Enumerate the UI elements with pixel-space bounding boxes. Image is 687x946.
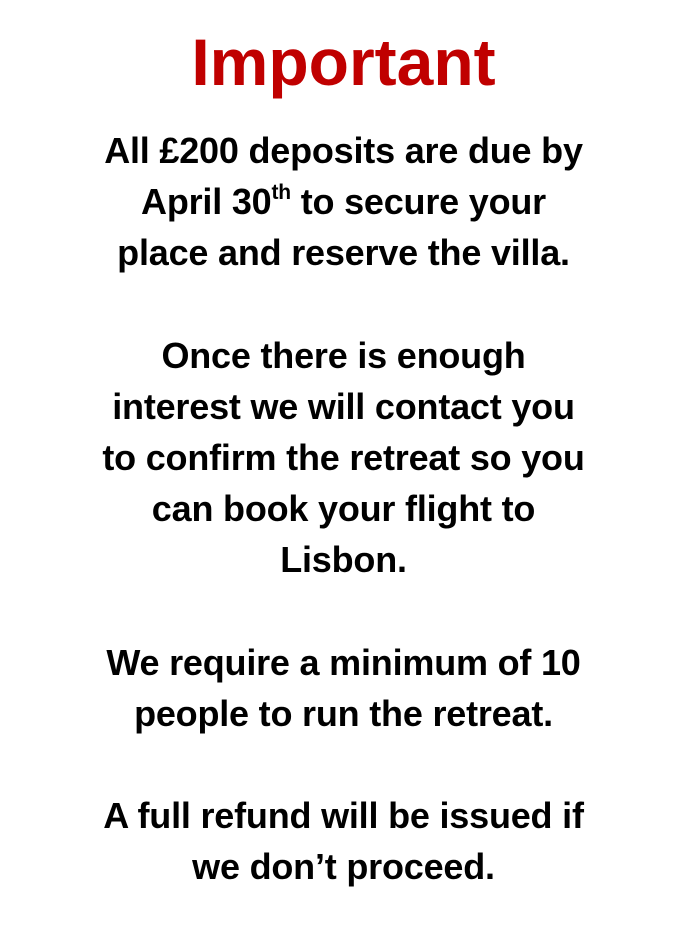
deposit-paragraph	[40, 125, 647, 278]
minimum-line-1: We require a minimum of 10	[106, 642, 581, 683]
confirmation-line-3: to confirm the retreat so you	[102, 437, 585, 478]
minimum-line-2: people to run the retreat.	[134, 693, 553, 734]
confirmation-line-5: Lisbon.	[280, 539, 407, 580]
refund-line-1: A full refund will be issued if	[103, 795, 584, 836]
minimum-paragraph	[40, 637, 647, 739]
confirmation-line-1: Once there is enough	[161, 335, 526, 376]
ordinal-suffix: th	[271, 181, 291, 204]
notice-heading: Important	[191, 25, 496, 99]
confirmation-paragraph	[40, 330, 647, 585]
deposit-line-1: All £200 deposits are due by	[104, 130, 583, 171]
deposit-line-3: place and reserve the villa.	[117, 232, 570, 273]
refund-paragraph	[40, 790, 647, 892]
confirmation-line-4: can book your flight to	[151, 488, 536, 529]
deposit-line-2	[40, 176, 647, 227]
deposit-line-2-rest: to secure your	[290, 181, 546, 222]
refund-line-2: we don’t proceed.	[192, 846, 495, 887]
deposit-date: April 30	[141, 181, 272, 222]
confirmation-line-2: interest we will contact you	[112, 386, 575, 427]
